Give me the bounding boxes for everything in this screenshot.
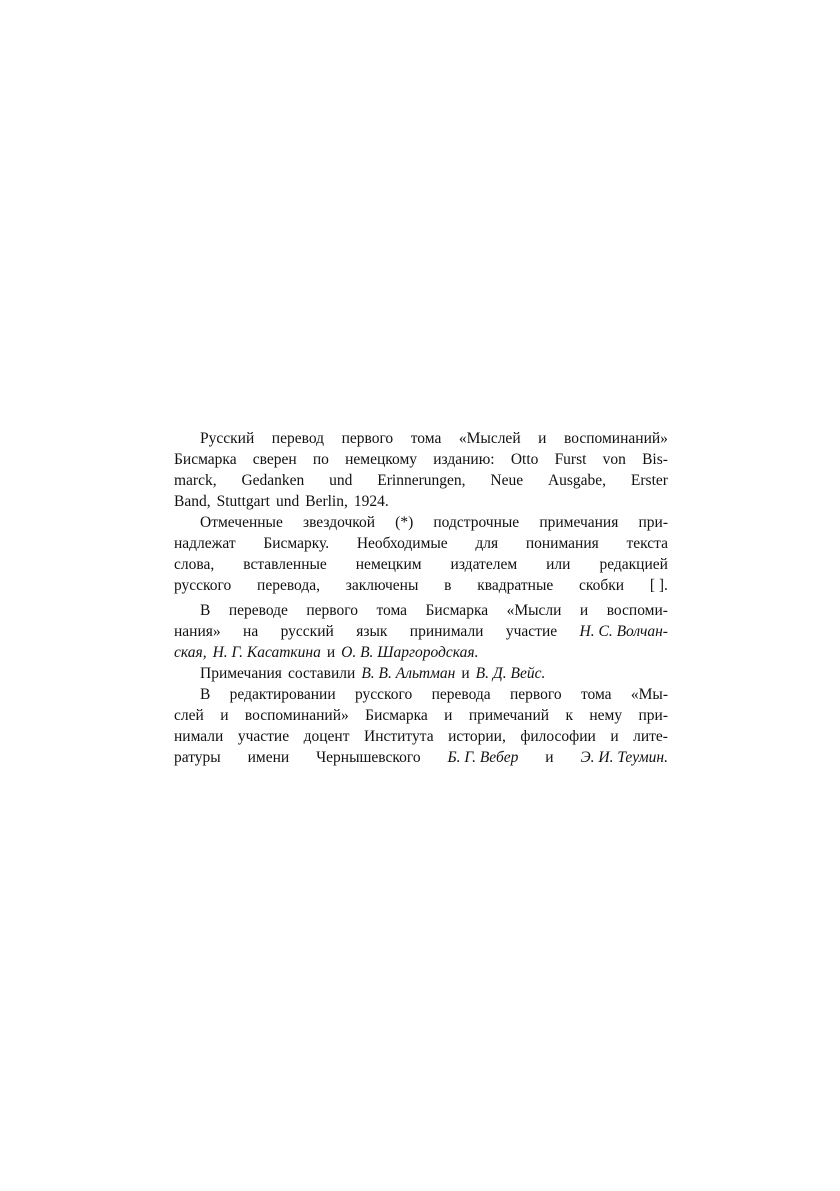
word: В	[200, 686, 211, 703]
word: Otto	[510, 451, 539, 468]
text-line	[174, 554, 668, 575]
word: В	[200, 602, 211, 619]
word: надлежат	[174, 535, 236, 552]
word: нимали	[174, 728, 224, 745]
word: немецкому	[345, 451, 418, 468]
word: Института	[364, 728, 434, 745]
word: «Мыслей	[458, 430, 521, 447]
word: и	[220, 707, 229, 724]
word: Bis-	[642, 451, 668, 468]
text-line	[174, 575, 668, 596]
word: Бисмарка	[174, 451, 237, 468]
person-name: Н. С. Волчан-	[579, 623, 668, 640]
word: изданию:	[433, 451, 495, 468]
word: первого	[341, 430, 394, 447]
word: принимали	[409, 623, 484, 640]
word: на	[243, 623, 259, 640]
word: воспоминаний»	[564, 430, 668, 447]
word: Бисмарка	[365, 707, 428, 724]
word: звездочкой	[302, 514, 376, 531]
word: и	[326, 644, 336, 661]
word: 1924.	[353, 493, 389, 510]
word: русский	[280, 623, 334, 640]
word: Neue	[490, 472, 524, 489]
word: перевод	[271, 430, 325, 447]
word: «Мысли	[506, 602, 562, 619]
word: издателем	[450, 556, 518, 573]
word: нему	[589, 707, 623, 724]
word: квадратные	[477, 577, 554, 594]
word: и	[610, 728, 619, 745]
word: по	[312, 451, 329, 468]
word: Необходимые	[356, 535, 448, 552]
text-line	[174, 726, 668, 747]
word: и	[579, 602, 589, 619]
word: Ausgabe,	[547, 472, 607, 489]
word: und	[275, 493, 300, 510]
word: немецким	[355, 556, 422, 573]
word: имени	[247, 749, 290, 766]
word: текста	[626, 535, 668, 552]
word: понимания	[525, 535, 599, 552]
text-line	[174, 428, 668, 449]
word: примечаний	[468, 707, 550, 724]
word: Erster	[630, 472, 668, 489]
text-line	[174, 533, 668, 554]
word: marck,	[174, 472, 217, 489]
word: Примечания	[200, 665, 282, 682]
person-name: Б. Г. Вебер	[447, 749, 519, 766]
word: Gedanken	[241, 472, 305, 489]
word: von	[602, 451, 626, 468]
word: сверен	[252, 451, 297, 468]
word: Band,	[174, 493, 211, 510]
word: русского	[174, 577, 232, 594]
word: лите-	[633, 728, 668, 745]
word: при-	[638, 707, 668, 724]
word: истории,	[448, 728, 506, 745]
word: подстрочные	[433, 514, 520, 531]
word: воспоминаний»	[244, 707, 349, 724]
text-section-credits	[174, 600, 668, 768]
word: перевода	[431, 686, 491, 703]
word: Berlin,	[305, 493, 348, 510]
text-section-translation-note	[174, 428, 668, 596]
word: Бисмарка	[425, 602, 489, 619]
person-name: Э. И. Теумин.	[580, 749, 668, 766]
word: перевода,	[257, 577, 320, 594]
person-name: Н. Г. Касаткина	[212, 644, 321, 661]
word: Отмеченные	[200, 514, 283, 531]
word: заключены	[345, 577, 419, 594]
word: Чернышевского	[316, 749, 421, 766]
word: язык	[356, 623, 388, 640]
word: воспоми-	[606, 602, 668, 619]
word: при-	[638, 514, 668, 531]
text-line	[174, 470, 668, 491]
word: философии	[520, 728, 596, 745]
word: und	[329, 472, 353, 489]
word: переводе	[228, 602, 288, 619]
word: и	[461, 665, 470, 682]
word: Erinnerungen,	[377, 472, 466, 489]
text-line	[174, 449, 668, 470]
word: к	[565, 707, 573, 724]
word: тома	[410, 430, 442, 447]
word: или	[546, 556, 571, 573]
word: и	[545, 749, 554, 766]
word: Бисмарку.	[263, 535, 330, 552]
word: первого	[306, 602, 358, 619]
word: первого	[510, 686, 562, 703]
text-line	[174, 663, 668, 684]
text-line	[174, 684, 668, 705]
word: скобки	[579, 577, 625, 594]
word: доцент	[303, 728, 350, 745]
word: редактировании	[229, 686, 336, 703]
word: редакцией	[599, 556, 668, 573]
word: (*)	[395, 514, 414, 531]
word: слова,	[174, 556, 215, 573]
text-line	[174, 491, 668, 512]
word: «Мы-	[630, 686, 668, 703]
text-line	[174, 512, 668, 533]
word: участие	[505, 623, 558, 640]
word: составили	[287, 665, 356, 682]
word: тома	[376, 602, 408, 619]
word: Stuttgart	[216, 493, 270, 510]
word: тома	[580, 686, 612, 703]
word: и	[444, 707, 453, 724]
person-name: В. В. Альтман	[361, 665, 456, 682]
word: для	[475, 535, 499, 552]
word: русского	[354, 686, 413, 703]
text-line	[174, 705, 668, 726]
word: в	[444, 577, 452, 594]
word: и	[538, 430, 547, 447]
person-name: ская,	[174, 644, 207, 661]
word: ратуры	[174, 749, 221, 766]
word: вставленные	[243, 556, 327, 573]
text-line	[174, 747, 668, 768]
word: примечания	[539, 514, 619, 531]
word: слей	[174, 707, 204, 724]
text-line	[174, 642, 668, 663]
word: участие	[237, 728, 290, 745]
word: Русский	[200, 430, 255, 447]
person-name: В. Д. Вейс.	[475, 665, 546, 682]
text-line	[174, 621, 668, 642]
word: нания»	[174, 623, 221, 640]
text-line	[174, 600, 668, 621]
word: [ ].	[649, 577, 668, 594]
word: Furst	[554, 451, 587, 468]
person-name: О. В. Шаргородская.	[341, 644, 479, 661]
